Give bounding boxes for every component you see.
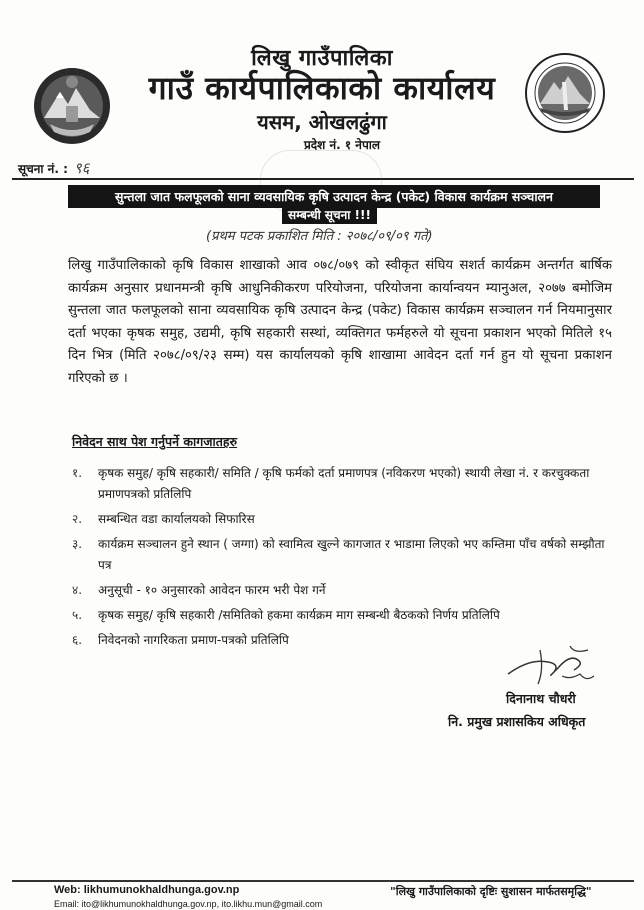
notice-number-label: सूचना नं. :: [18, 161, 68, 176]
signatory-name: दिनानाथ चौधरी: [506, 691, 576, 706]
publication-date: (प्रथम पटक प्रकाशित मिति : २०७८/०९/०९ गते): [206, 229, 433, 244]
list-item-text: सम्बन्धित वडा कार्यालयको सिफारिस: [98, 512, 255, 526]
footer-motto: "लिखु गाउँपालिकाको दृष्टिः सुशासन मार्फतसमृद्धि": [390, 885, 592, 898]
list-item-number: ३.: [72, 537, 83, 551]
list-item-text: निवेदनको नागरिकता प्रमाण-पत्रको प्रतिलिपि: [98, 633, 289, 647]
list-item-text: कृषक समुह/ कृषि सहकारी/ समिति / कृषि फर्मको दर्ता प्रमाणपत्र (नविकरण भएको) स्थायी लेखा नं. र करचुक्कता प्रमाणपत्रको प्रतिलिपि: [98, 466, 590, 501]
office-address: यसम, ओखलढुंगा: [257, 110, 387, 134]
province-line: प्रदेश नं. १ नेपाल: [303, 138, 381, 152]
list-item-number: ४.: [72, 583, 83, 597]
list-item-number: १.: [72, 466, 83, 480]
list-item: [72, 534, 620, 576]
list-item: [72, 605, 620, 626]
list-item-text: कार्यक्रम सञ्चालन हुने स्थान ( जग्गा) को स्वामित्व खुल्ने कागजात र भाडामा लिएको भए कम्तिमा पाँच वर्षको सम्झौता पत्र: [98, 537, 605, 572]
list-item: [72, 580, 620, 601]
notice-title-line2: सम्बन्धी सूचना !!!: [282, 206, 377, 224]
footer-divider: [12, 880, 634, 882]
notice-number-value: ९६: [73, 159, 90, 177]
list-item-number: ६.: [72, 633, 83, 647]
list-item-number: २.: [72, 512, 83, 526]
municipality-name: लिखु गाउँपालिका: [251, 46, 393, 71]
signatory-title: नि. प्रमुख प्रशासकिय अधिकृत: [448, 714, 586, 729]
footer-website: Web: likhumunokhaldhunga.gov.np: [54, 884, 240, 896]
list-item-number: ५.: [72, 608, 83, 622]
footer-email: Email: ito@likhumunokhaldhunga.gov.np, ito.likhu.mun@gmail.com: [54, 899, 323, 909]
list-item: [72, 463, 620, 505]
list-item-text: कृषक समुह/ कृषि सहकारी /समितिको हकमा कार्यक्रम माग सम्बन्धी बैठकको निर्णय प्रतिलिपि: [98, 608, 500, 622]
notice-body: लिखु गाउँपालिकाको कृषि विकास शाखाको आव ०७८/०७९ को स्वीकृत संघिय सशर्त कार्यक्रम अन्तर्गत बार्षिक कार्यक्रम अनुसार प्रधानमन्त्री कृषि आधुनिकीकरण परियोजना, परियोजना कार्यान्वयन म्यानुअल, २०७७ बमोजिम सुन्तला जात फलफूलको साना व्यवसायिक कृषि उत्पादन केन्द्र (पकेट) विकास कार्यक्रम सञ्चालन गर्न नियमानुसार दर्ता भएका कृषक समुह, उद्यमी, कृषि सहकारी सस्थां, व्यक्तिगत फर्महरुले यो सूचना प्रकाशन भएको मितिले १५ दिन भित्र (मिति २०७८/०९/२३ सम्म) यस कार्यालयको कृषि शाखामा आवेदन दर्ता गर्न हुन यो सूचना प्रकाशन गरिएको छ ।: [68, 258, 612, 386]
notice-title: सुन्तला जात फलफूलको साना व्यवसायिक कृषि उत्पादन केन्द्र (पकेट) विकास कार्यक्रम सञ्चालन: [68, 185, 600, 208]
office-title: गाउँ कार्यपालिकाको कार्यालय: [148, 69, 496, 107]
list-item-text: अनुसूची - १० अनुसारको आवेदन फारम भरी पेश गर्ने: [98, 583, 326, 597]
notice-number: [18, 158, 89, 178]
list-item: [72, 509, 620, 530]
requirements-list: [72, 463, 620, 655]
signature-icon: [500, 640, 600, 688]
requirements-heading: निवेदन साथ पेश गर्नुपर्ने कागजातहरु: [72, 434, 238, 449]
